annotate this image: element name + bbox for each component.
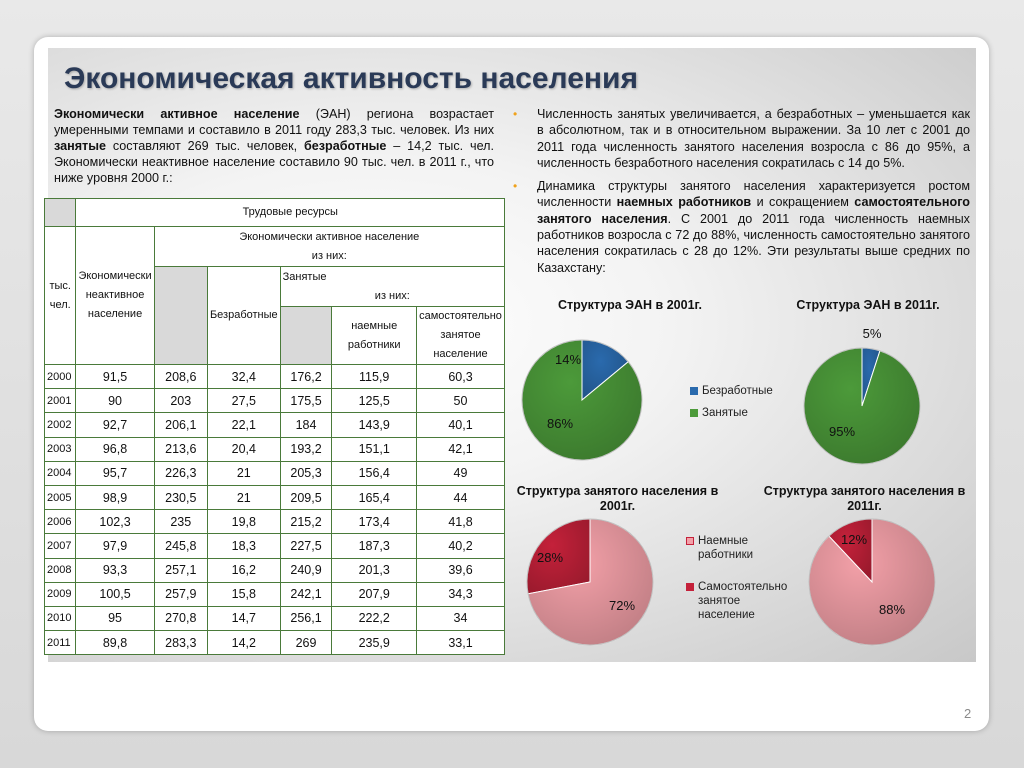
header-hired: наемные работники: [332, 307, 417, 365]
table-cell: 21: [207, 461, 280, 485]
header-of-them-2: из них:: [374, 289, 410, 302]
table-cell: 215,2: [280, 510, 332, 534]
bullet-list: [513, 106, 970, 283]
table-cell: 230,5: [154, 485, 207, 509]
bullet-dot-icon: •: [513, 179, 518, 194]
page-number: 2: [964, 706, 972, 721]
chart-title-eap-2011: Структура ЭАН в 2011г.: [796, 298, 940, 312]
intro-bold-2: занятые: [54, 139, 106, 153]
legend-item-employed: [690, 406, 790, 420]
chart-title-employed-2011: Структура занятого населения в 2011г.: [763, 484, 966, 513]
table-body: [45, 365, 505, 655]
table-row: [45, 437, 505, 461]
legend-employed-structure: [686, 534, 796, 622]
table-cell: 102,3: [76, 510, 154, 534]
table-cell: 33,1: [417, 631, 505, 655]
table-cell: 95: [76, 606, 154, 630]
legend-eap: [690, 384, 790, 420]
pie-slice-наемные-работники: [809, 519, 935, 645]
header-unit: тыс. чел.: [45, 227, 76, 365]
table-cell: 222,2: [332, 606, 417, 630]
table-cell: 209,5: [280, 485, 332, 509]
table-cell: 14,2: [207, 631, 280, 655]
table-cell: 125,5: [332, 389, 417, 413]
pie-data-label: 28%: [536, 550, 564, 565]
table-cell-year: 2005: [45, 485, 76, 509]
intro-text-3: – 14,2 тыс. чел. Экономически неактивное население составило 90 тыс. чел. в 2011 г., что ниже уровня 2000 г.:: [54, 139, 495, 185]
header-active-label: Экономически активное население: [239, 230, 420, 243]
pie-data-label: 86%: [546, 416, 574, 431]
table-cell-year: 2003: [45, 437, 76, 461]
table-cell: 242,1: [280, 582, 332, 606]
table-cell: 32,4: [207, 365, 280, 389]
table-cell-year: 2011: [45, 631, 76, 655]
table-cell: 41,8: [417, 510, 505, 534]
table-cell-year: 2006: [45, 510, 76, 534]
table-cell: 208,6: [154, 365, 207, 389]
table-cell: 173,4: [332, 510, 417, 534]
table-cell: 256,1: [280, 606, 332, 630]
header-of-them: из них:: [311, 249, 347, 262]
header-labor-resources: Трудовые ресурсы: [76, 199, 505, 227]
table-cell: 143,9: [332, 413, 417, 437]
table-cell: 235,9: [332, 631, 417, 655]
table-cell-year: 2007: [45, 534, 76, 558]
table-cell: 245,8: [154, 534, 207, 558]
legend-label-self: Самостоятельно занятое население: [698, 581, 788, 621]
table-cell: 100,5: [76, 582, 154, 606]
table-cell: 206,1: [154, 413, 207, 437]
header-employed-group: [280, 267, 504, 307]
bullet-2-text-c: . С 2001 до 2011 года численность наемных работников возросла с 72 до 88%, численность самостоятельно занятого населения сократилась с 28 до 12%. Эти результаты выше средних по Казахстану:: [537, 211, 970, 275]
legend-swatch-employed: [690, 409, 698, 417]
bullet-1-text: Численность занятых увеличивается, а безработных – уменьшается как в абсолютном, так и в относительном выражении. За 10 лет с 2001 до 2011 года численность занятого населения возросла с 86 до 95%, а численность безработного населения сократилась с 14 до 5%.: [537, 107, 970, 170]
table-row: [45, 365, 505, 389]
table-cell: 42,1: [417, 437, 505, 461]
legend-item-unemployed: [690, 384, 790, 398]
pie-eap-2011: [784, 328, 940, 484]
header-active-blank: [154, 267, 207, 365]
table-row: [45, 510, 505, 534]
table-cell: 257,1: [154, 558, 207, 582]
header-employed-blank: [280, 307, 332, 365]
table-cell: 14,7: [207, 606, 280, 630]
bullet-2: [513, 178, 970, 276]
table-cell: 60,3: [417, 365, 505, 389]
bullet-2-text-b: и сокращением: [751, 195, 855, 210]
legend-swatch-hired: [686, 537, 694, 545]
header-active: [154, 227, 504, 267]
table-cell: 22,1: [207, 413, 280, 437]
table-cell-year: 2001: [45, 389, 76, 413]
table-cell: 16,2: [207, 558, 280, 582]
pie-slice-занятые: [804, 348, 920, 464]
pie-data-label: 12%: [840, 532, 868, 547]
table-cell: 175,5: [280, 389, 332, 413]
legend-item-hired: [686, 534, 766, 562]
table-cell: 176,2: [280, 365, 332, 389]
legend-label-unemployed: Безработные: [702, 385, 773, 397]
legend-item-self: [686, 580, 796, 622]
table-row: [45, 582, 505, 606]
table-cell-year: 2008: [45, 558, 76, 582]
table-cell-year: 2010: [45, 606, 76, 630]
chart-title-employed-2001: Структура занятого населения в 2001г.: [516, 484, 719, 513]
table-cell: 96,8: [76, 437, 154, 461]
table-cell: 227,5: [280, 534, 332, 558]
legend-swatch-self: [686, 583, 694, 591]
table-cell: 19,8: [207, 510, 280, 534]
table-cell: 40,1: [417, 413, 505, 437]
bullet-2-bold-2: самостоятельного занятого населения: [537, 195, 970, 226]
table-cell: 235: [154, 510, 207, 534]
table-cell: 240,9: [280, 558, 332, 582]
table-cell: 34,3: [417, 582, 505, 606]
table-cell: 39,6: [417, 558, 505, 582]
table-cell: 44: [417, 485, 505, 509]
pie-data-label: 72%: [608, 598, 636, 613]
table-cell: 27,5: [207, 389, 280, 413]
header-unemployed: Безработные: [207, 267, 280, 365]
table-cell-year: 2002: [45, 413, 76, 437]
table-cell: 98,9: [76, 485, 154, 509]
table-cell: 40,2: [417, 534, 505, 558]
table-cell: 95,7: [76, 461, 154, 485]
table-cell: 49: [417, 461, 505, 485]
pie-employed-2001: [507, 499, 673, 665]
intro-paragraph: [54, 106, 494, 186]
intro-bold-3: безработные: [304, 139, 387, 153]
table-cell: 165,4: [332, 485, 417, 509]
bullet-1: [513, 106, 970, 171]
pie-data-label: 88%: [878, 602, 906, 617]
table-cell: 20,4: [207, 437, 280, 461]
table-cell: 15,8: [207, 582, 280, 606]
table-cell: 21: [207, 485, 280, 509]
header-inactive: Экономически неактивное население: [76, 227, 154, 365]
table-row: [45, 413, 505, 437]
table-cell-year: 2000: [45, 365, 76, 389]
table-cell: 90: [76, 389, 154, 413]
intro-bold-1: Экономически активное население: [54, 107, 300, 121]
table-cell: 18,3: [207, 534, 280, 558]
table-cell: 283,3: [154, 631, 207, 655]
table-row: [45, 461, 505, 485]
table-row: [45, 389, 505, 413]
table-cell: 50: [417, 389, 505, 413]
table-cell: 269: [280, 631, 332, 655]
table-row: [45, 631, 505, 655]
pie-data-label: 95%: [828, 424, 856, 439]
table-cell: 92,7: [76, 413, 154, 437]
intro-text-1: (ЭАН) региона возрастает умеренными темпами и составило в 2011 году 283,3 тыс. человек. Из них: [54, 107, 494, 137]
pie-eap-2001: [502, 320, 662, 480]
table-cell: 226,3: [154, 461, 207, 485]
table-cell: 270,8: [154, 606, 207, 630]
pie-employed-2011: [789, 499, 955, 665]
table-row: [45, 558, 505, 582]
table-row: [45, 534, 505, 558]
slide-title: Экономическая активность населения: [64, 62, 638, 95]
chart-title-eap-2001: Структура ЭАН в 2001г.: [558, 298, 702, 312]
intro-text-2: составляют 269 тыс. человек,: [105, 139, 304, 153]
table-cell: 213,6: [154, 437, 207, 461]
bullet-2-text-a: Динамика структуры занятого населения характеризуется ростом численности: [537, 179, 970, 210]
table-cell: 93,3: [76, 558, 154, 582]
table-cell-year: 2004: [45, 461, 76, 485]
table-cell: 201,3: [332, 558, 417, 582]
table-cell: 34: [417, 606, 505, 630]
table-cell: 115,9: [332, 365, 417, 389]
table-cell: 187,3: [332, 534, 417, 558]
table-cell: 207,9: [332, 582, 417, 606]
table-row: [45, 485, 505, 509]
legend-label-employed: Занятые: [702, 407, 748, 419]
bullet-2-bold-1: наемных работников: [616, 195, 752, 210]
table-row: [45, 606, 505, 630]
labor-resources-table: [44, 198, 505, 655]
table-cell: 91,5: [76, 365, 154, 389]
pie-data-label: 5%: [862, 326, 882, 341]
bullet-dot-icon: •: [513, 107, 518, 121]
table-corner: [45, 199, 76, 227]
table-cell: 89,8: [76, 631, 154, 655]
header-employed: Занятые: [282, 270, 327, 283]
table-cell: 257,9: [154, 582, 207, 606]
table-cell: 184: [280, 413, 332, 437]
header-self: самостоятельно занятое население: [417, 307, 505, 365]
table-cell: 203: [154, 389, 207, 413]
table-cell: 193,2: [280, 437, 332, 461]
table-cell-year: 2009: [45, 582, 76, 606]
legend-label-hired: Наемные работники: [698, 535, 754, 561]
table-cell: 205,3: [280, 461, 332, 485]
legend-swatch-unemployed: [690, 387, 698, 395]
table-cell: 151,1: [332, 437, 417, 461]
pie-data-label: 14%: [554, 352, 582, 367]
table-cell: 156,4: [332, 461, 417, 485]
table-cell: 97,9: [76, 534, 154, 558]
